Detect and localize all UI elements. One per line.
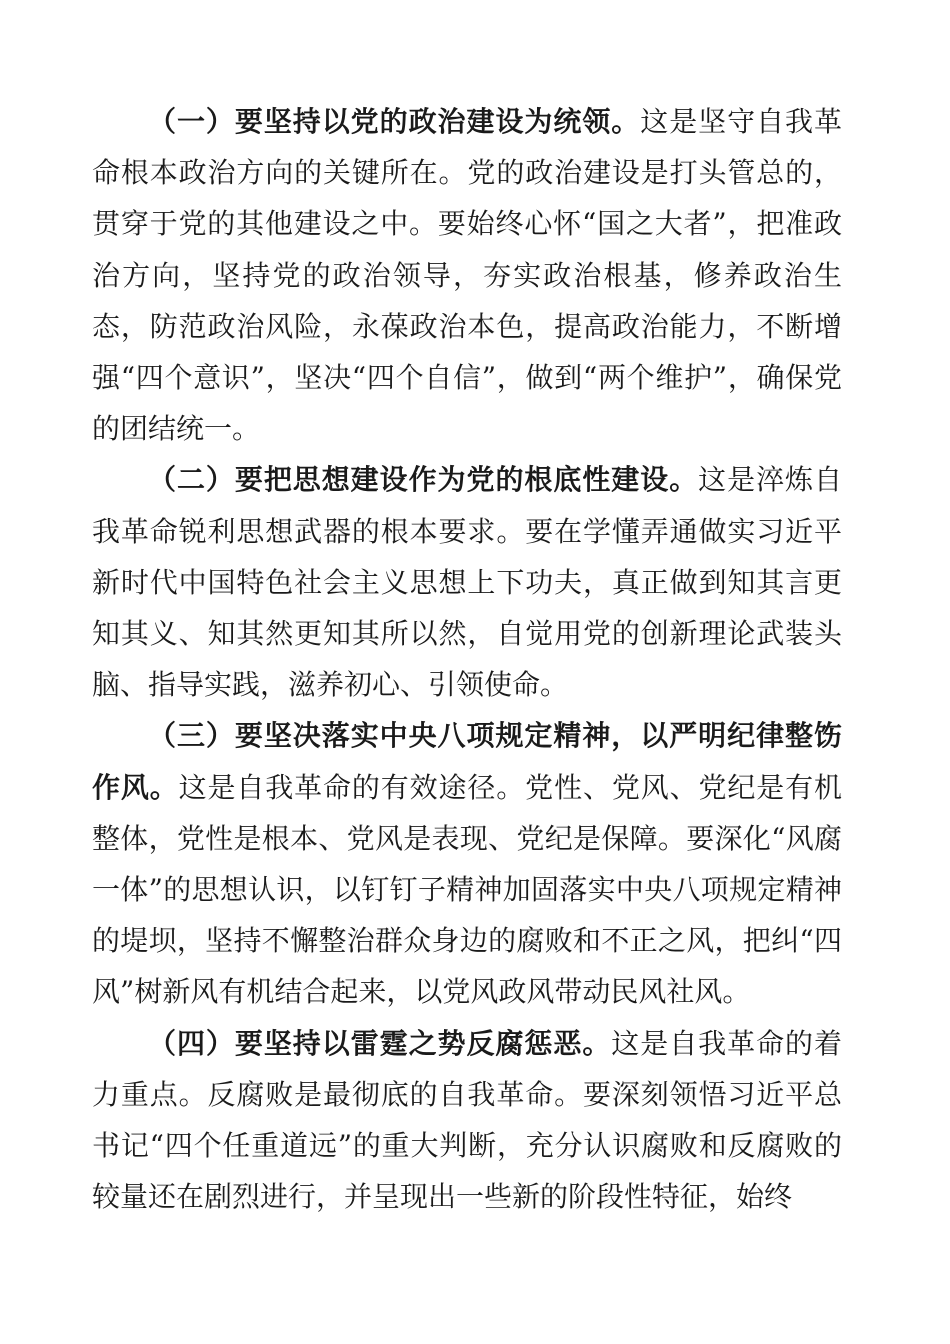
paragraph-body: 这是坚守自我革命根本政治方向的关键所在。党的政治建设是打头管总的，贯穿于党的其他建设之中。要始终心怀“国之大者”，把准政治方向，坚持党的政治领导，夯实政治根基，修养政治生态，防范政治风险，永葆政治本色，提高政治能力，不断增强“四个意识”，坚决“四个自信”，做到“两个维护”，确保党的团结统一。 bbox=[92, 105, 842, 446]
paragraph-heading: （一）要坚持以党的政治建设为统领。 bbox=[148, 105, 641, 138]
paragraph-heading: （四）要坚持以雷霆之势反腐惩恶。 bbox=[148, 1026, 612, 1060]
paragraph-body: 这是自我革命的有效途径。党性、党风、党纪是有机整体，党性是根本、党风是表现、党纪是保障。要深化“风腐一体”的思想认识，以钉钉子精神加固落实中央八项规定精神的堤坝，坚持不懈整治群众身边的腐败和不正之风，把纠“四风”树新风有机结合起来，以党风政风带动民风社风。 bbox=[92, 770, 842, 1009]
paragraph-2 bbox=[92, 454, 842, 710]
document-page bbox=[92, 96, 842, 1222]
paragraph-3 bbox=[92, 710, 842, 1017]
paragraph-1 bbox=[92, 96, 842, 454]
paragraph-body: 这是自我革命的着力重点。反腐败是最彻底的自我革命。要深刻领悟习近平总书记“四个任重道远”的重大判断，充分认识腐败和反腐败的较量还在剧烈进行，并呈现出一些新的阶段性特征，始终 bbox=[92, 1026, 842, 1214]
paragraph-heading: （三）要坚决落实中央八项规定精神，以严明纪律整饬作风。 bbox=[92, 719, 842, 804]
paragraph-4 bbox=[92, 1018, 842, 1223]
paragraph-heading: （二）要把思想建设作为党的根底性建设。 bbox=[148, 463, 699, 497]
paragraph-body: 这是淬炼自我革命锐利思想武器的根本要求。要在学懂弄通做实习近平新时代中国特色社会主义思想上下功夫，真正做到知其言更知其义、知其然更知其所以然，自觉用党的创新理论武装头脑、指导实践，滋养初心、引领使命。 bbox=[92, 463, 842, 702]
